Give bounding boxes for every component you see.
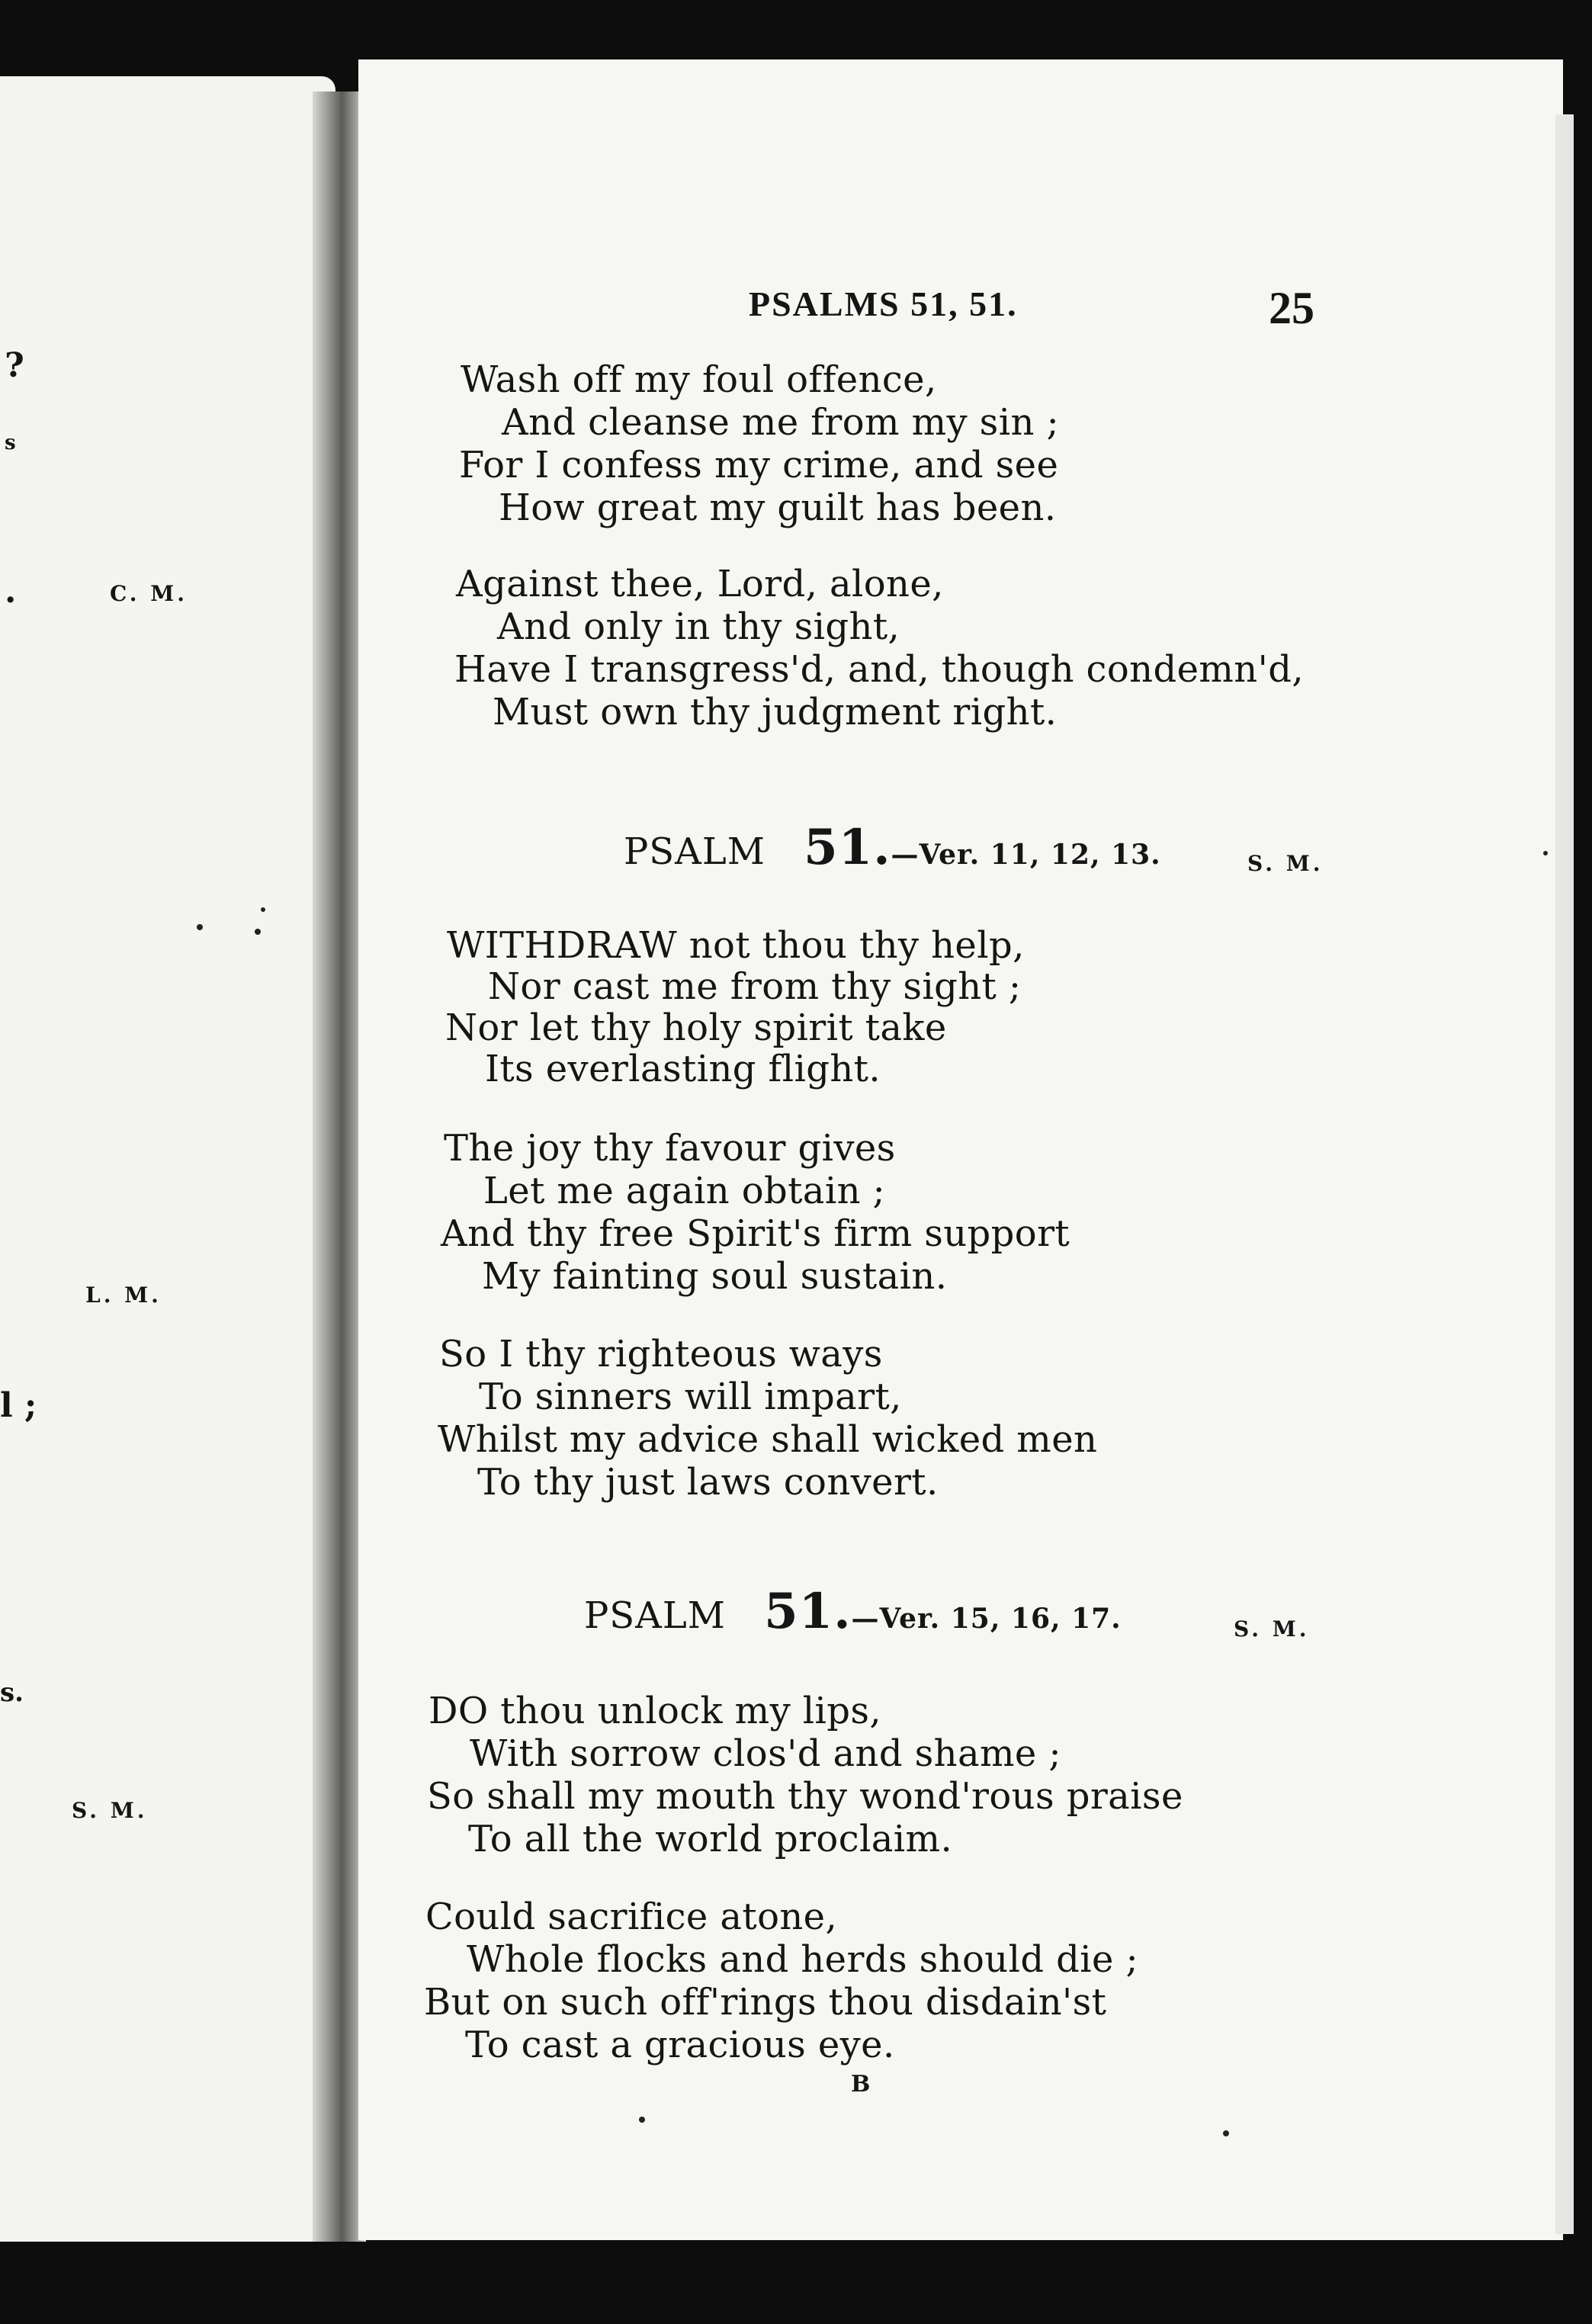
left-page-fragment: l ; (0, 1386, 37, 1425)
verse-line: Nor cast me from thy sight ; (488, 965, 1022, 1008)
left-facing-page (0, 76, 335, 2242)
left-page-fragment: s. (0, 1677, 24, 1708)
verse-line: Whilst my advice shall wicked men (438, 1418, 1098, 1461)
verse-line: Let me again obtain ; (483, 1170, 886, 1212)
psalm-verses: —Ver. 11, 12, 13. (891, 839, 1161, 871)
psalm-label: PSALM (584, 1594, 726, 1637)
ink-speck (197, 924, 203, 930)
page-number: 25 (1269, 283, 1314, 333)
verse-line: Must own thy judgment right. (493, 691, 1058, 733)
verse-line: Could sacrifice atone, (425, 1895, 838, 1938)
verse-line: WITHDRAW not thou thy help, (447, 924, 1025, 967)
verse-line: Against thee, Lord, alone, (456, 563, 944, 605)
verse-line: To sinners will impart, (479, 1375, 902, 1418)
psalm-label: PSALM (624, 830, 766, 873)
psalm-heading (624, 819, 1161, 876)
verse-line: Nor let thy holy spirit take (445, 1006, 947, 1049)
left-page-fragment: s (5, 432, 16, 454)
page-edge (1555, 114, 1574, 2234)
ink-speck (639, 2117, 645, 2123)
meter-label: S. M. (1234, 1616, 1310, 1642)
left-meter-label: S. M. (72, 1798, 148, 1823)
ink-speck (261, 907, 265, 912)
meter-label: S. M. (1247, 851, 1324, 876)
psalm-number: 51. (804, 819, 891, 876)
ink-speck (255, 929, 261, 935)
verse-line: To thy just laws convert. (477, 1461, 939, 1504)
ink-speck (1223, 2130, 1229, 2136)
verse-line: For I confess my crime, and see (459, 444, 1059, 486)
psalm-verses: —Ver. 15, 16, 17. (851, 1603, 1122, 1635)
verse-line: Have I transgress'd, and, though condemn'd, (454, 648, 1304, 691)
verse-line: So shall my mouth thy wond'rous praise (427, 1775, 1183, 1818)
running-title: PSALMS 51, 51. (749, 284, 1018, 323)
verse-line: Wash off my foul offence, (461, 358, 937, 401)
verse-line: And thy free Spirit's firm support (441, 1212, 1070, 1255)
verse-line: So I thy righteous ways (439, 1333, 883, 1375)
left-meter-label: L. M. (85, 1282, 162, 1308)
psalm-heading (584, 1583, 1122, 1640)
left-page-fragment: . (5, 572, 17, 611)
verse-line: And only in thy sight, (497, 605, 900, 648)
verse-line: The joy thy favour gives (444, 1127, 896, 1170)
ink-speck (1543, 851, 1548, 855)
verse-line: Whole flocks and herds should die ; (467, 1938, 1139, 1981)
verse-line: But on such off'rings thou disdain'st (424, 1981, 1107, 2024)
verse-line: And cleanse me from my sin ; (502, 401, 1060, 444)
left-meter-label: C. M. (110, 581, 188, 606)
verse-line: How great my guilt has been. (499, 486, 1057, 529)
verse-line: DO thou unlock my lips, (428, 1690, 882, 1732)
verse-line: With sorrow clos'd and shame ; (470, 1732, 1061, 1775)
signature-mark: B (851, 2071, 871, 2098)
verse-line: To cast a gracious eye. (465, 2024, 895, 2066)
verse-line: Its everlasting flight. (485, 1048, 881, 1090)
verse-line: My fainting soul sustain. (482, 1255, 948, 1298)
left-page-fragment: ? (5, 346, 24, 385)
verse-line: To all the world proclaim. (468, 1818, 953, 1860)
psalm-number: 51. (764, 1583, 852, 1640)
